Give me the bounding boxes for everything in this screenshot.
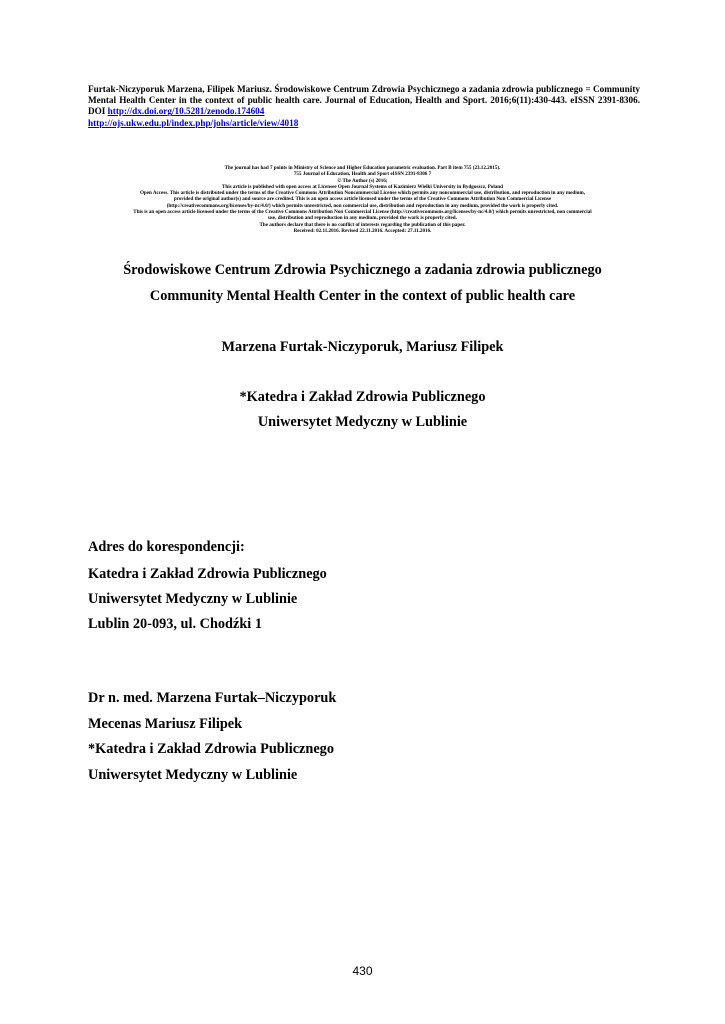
license-line: (http://creativecommons.org/licenses/by-nc/4.0/) which permits unrestricted, non commercial use, distribution and reproduction in any medium, provided the work is properly cited. — [166, 202, 559, 209]
article-url-link[interactable]: http://ojs.ukw.edu.pl/index.php/johs/article/view/4018 — [88, 117, 299, 128]
citation-text: Furtak-Niczyporuk Marzena, Filipek Mariusz. Środowiskowe Centrum Zdrowia Psychicznego a zadania zdrowia publicznego = Community Mental Health Center in the context of public health care. Journal of Education, Health and Sport. 2016;6(11):430-443. eISSN 2391-8306. DOI — [88, 84, 640, 117]
affiliation-university: Uniwersytet Medyczny w Lublinie — [257, 414, 468, 430]
license-line: Open Access. This article is distributed under the terms of the Creative Commons Attribution Noncommercial License which permits any noncommercial use, distribution, and reproduction in any medium, — [139, 190, 586, 197]
license-line: use, distribution and reproduction in any medium, provided the work is properly cited. — [268, 215, 457, 222]
correspondence-heading: Adres do korespondencji: — [88, 539, 245, 555]
page-number: 430 — [352, 964, 373, 978]
author-detail-2: Mecenas Mariusz Filipek — [88, 716, 243, 732]
license-line: 755 Journal of Education, Health and Sport eISSN 2391-8306 7 — [293, 171, 432, 178]
author-detail-university: Uniwersytet Medyczny w Lublinie — [88, 767, 298, 783]
author-detail-1: Dr n. med. Marzena Furtak–Niczyporuk — [88, 690, 337, 706]
citation-block — [88, 84, 640, 129]
correspondence-address: Lublin 20-093, ul. Chodźki 1 — [88, 616, 262, 632]
affiliation-department: *Katedra i Zakład Zdrowia Publicznego — [239, 389, 486, 405]
doi-link[interactable]: http://dx.doi.org/10.5281/zenodo.174604 — [107, 106, 265, 117]
license-block — [60, 165, 665, 234]
license-line: The journal has had 7 points in Ministry of Science and Higher Education parametric evaluation. Part B item 755 (23.12.2015). — [224, 165, 501, 171]
license-line: © The Author (s) 2016; — [337, 177, 388, 184]
author-detail-department: *Katedra i Zakład Zdrowia Publicznego — [88, 741, 334, 757]
license-line: This is an open access article licensed under the terms of the Creative Commons Attribution Non Commercial License (http://creativecommons.org/licenses/by-nc/4.0/) which permits unrestricted, non commercial — [133, 209, 592, 216]
correspondence-university: Uniwersytet Medyczny w Lublinie — [88, 591, 298, 607]
title-english: Community Mental Health Center in the context of public health care — [149, 288, 576, 304]
authors: Marzena Furtak-Niczyporuk, Mariusz Filipek — [221, 339, 504, 355]
title-polish: Środowiskowe Centrum Zdrowia Psychicznego a zadania zdrowia publicznego — [123, 262, 602, 278]
license-line: The authors declare that there is no conflict of interests regarding the publication of this paper. — [259, 221, 466, 228]
license-line: Received: 02.11.2016. Revised 22.11.2016. Accepted: 27.11.2016. — [293, 227, 432, 234]
license-line: This article is published with open access at Licensee Open Journal Systems of Kazimierz Wielki University in Bydgoszcz, Poland — [222, 183, 503, 190]
license-line: provided the original author(s) and source are credited. This is an open access article licensed under the terms of the Creative Commons Attribution Non Commercial License — [173, 196, 552, 203]
correspondence-department: Katedra i Zakład Zdrowia Publicznego — [88, 566, 327, 582]
